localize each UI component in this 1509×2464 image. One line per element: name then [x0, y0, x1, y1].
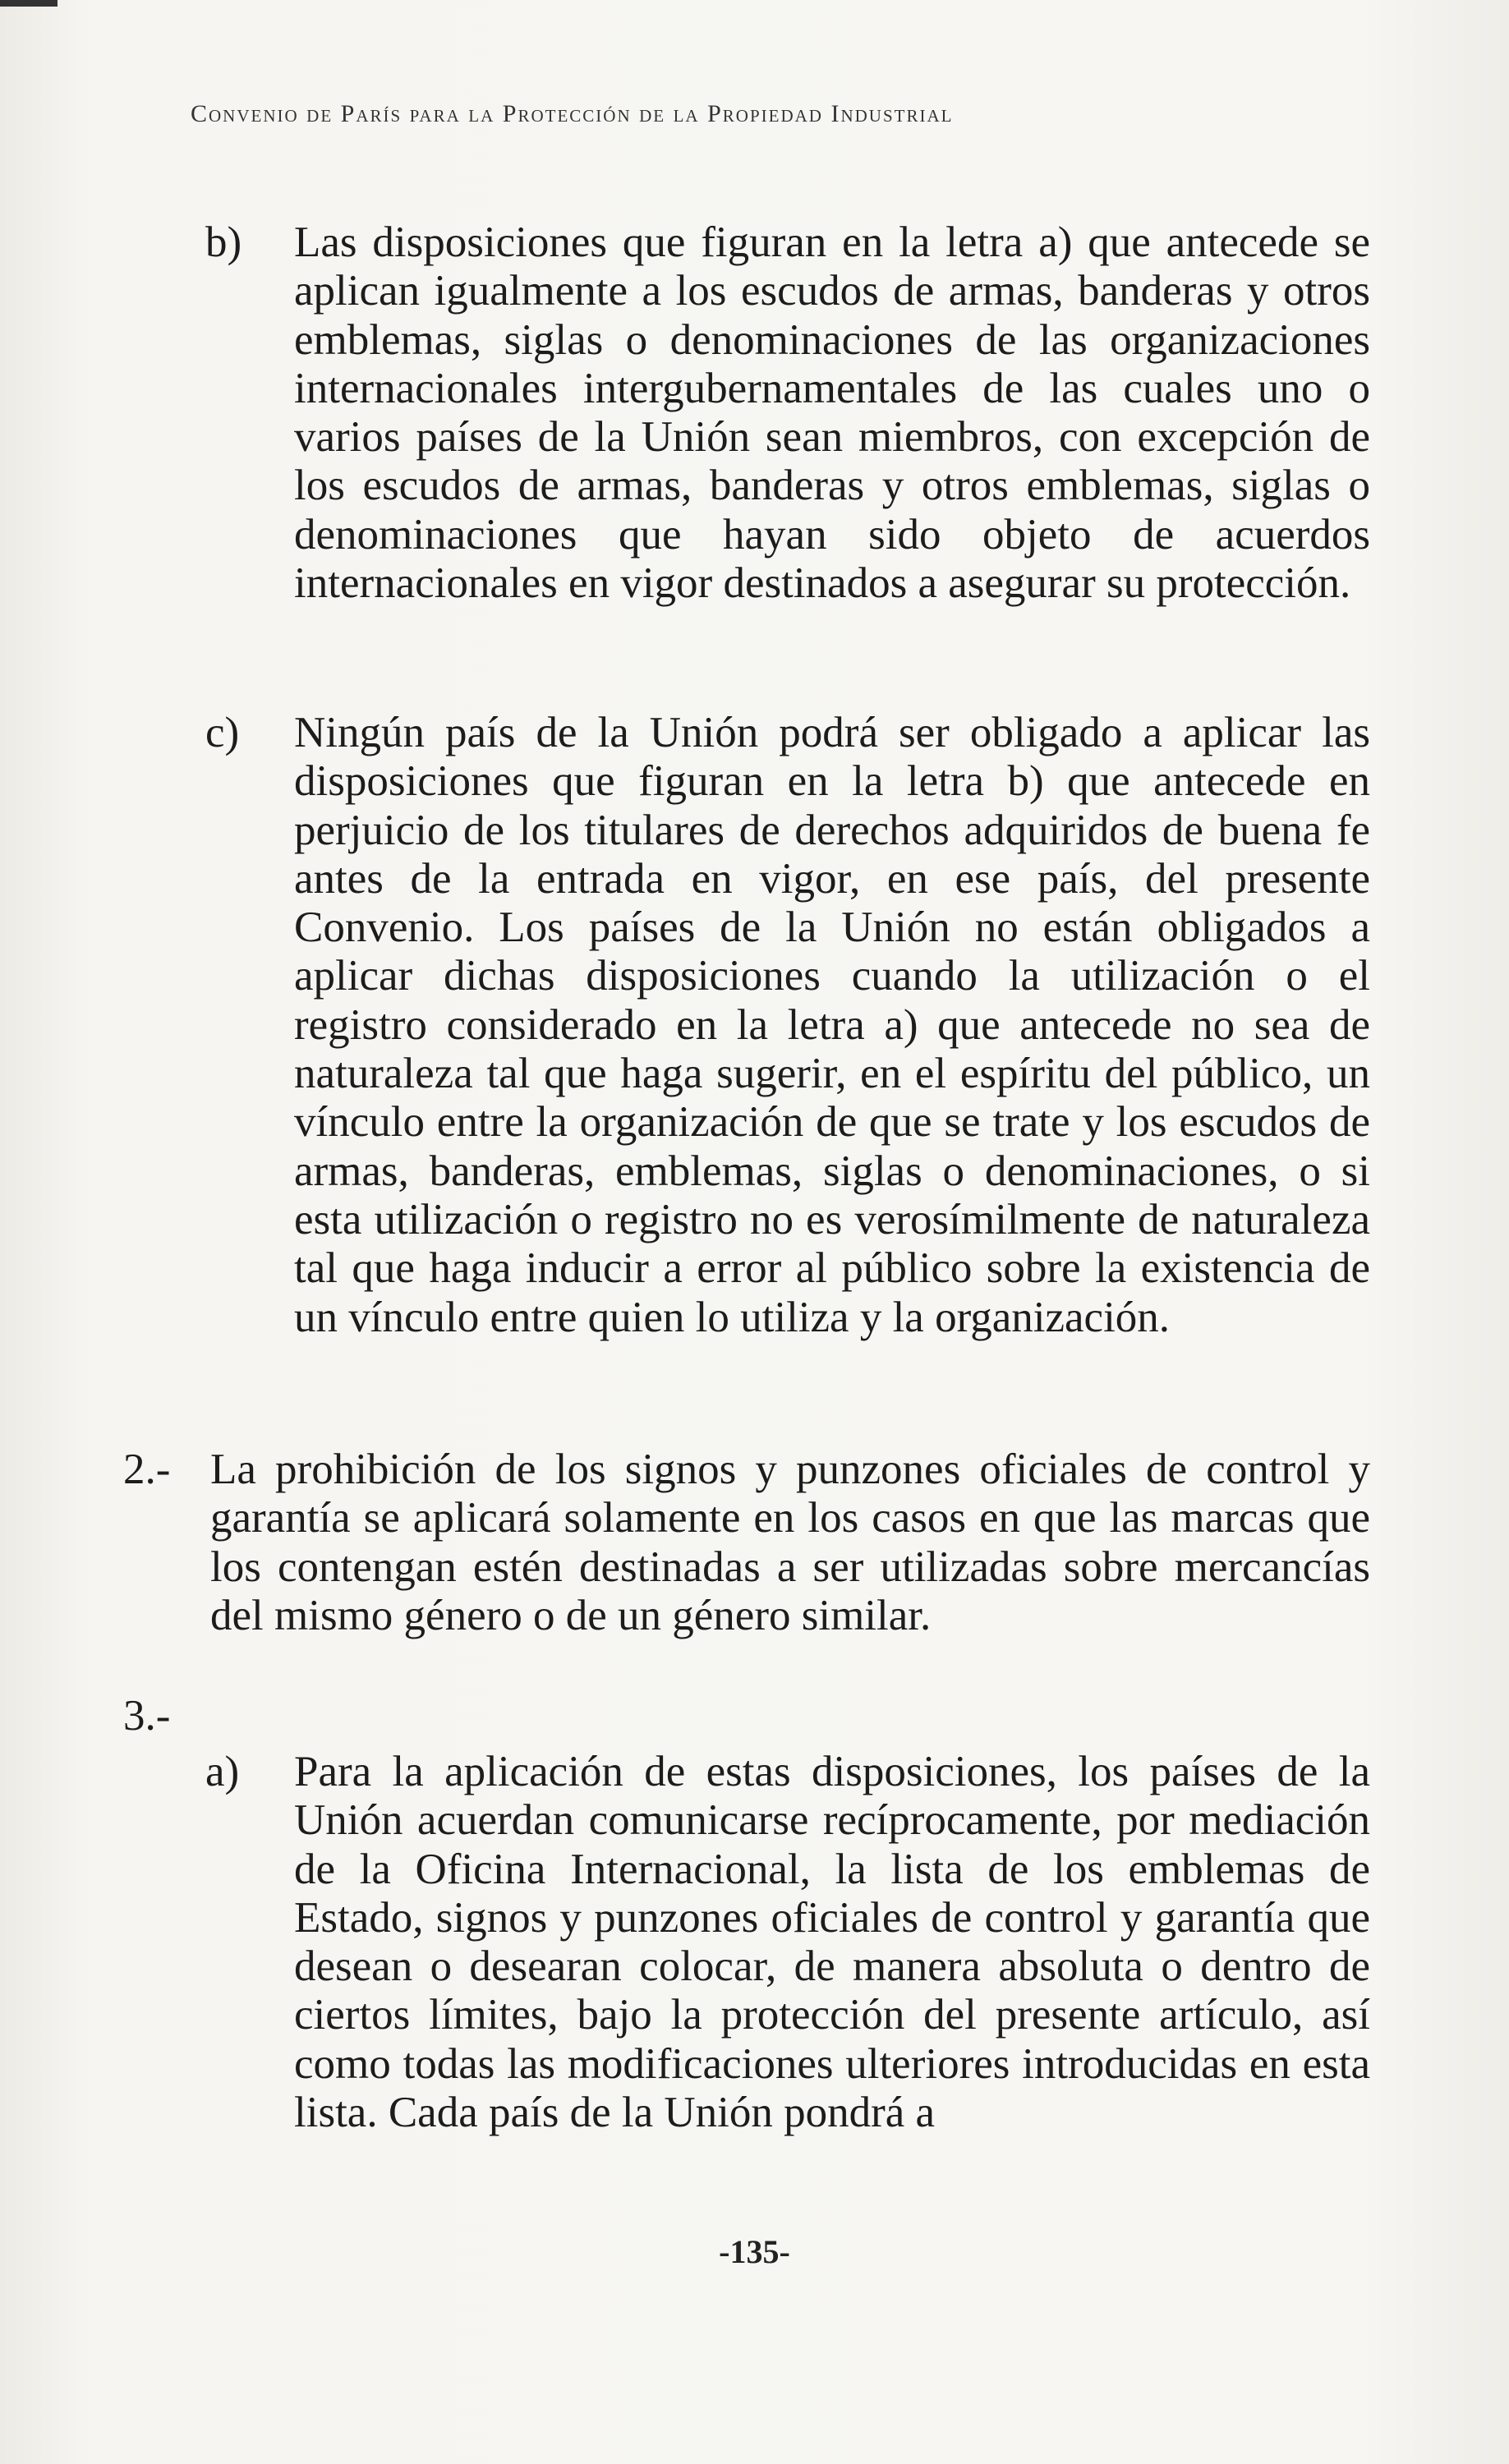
scan-edge-mark: [0, 0, 58, 7]
paragraph-b: Las disposiciones que figuran en la letra a) que antecede se aplican igualmente a los escudos de armas, banderas y otros emblemas, siglas o denominaciones de las organizaciones internacionales intergubernamentales de las cuales uno o varios países de la Unión sean miembros, con excepción de los escudos de armas, banderas y otros emblemas, siglas o denominaciones que hayan sido objeto de acuerdos internacionales en vigor destinados a asegurar su protección.: [294, 218, 1370, 608]
paragraph-a: Para la aplicación de estas disposiciones, los países de la Unión acuerdan comunicarse recíprocamente, por mediación de la Oficina Internacional, la lista de los emblemas de Estado, signos y punzones oficiales de control y garantía que desean o desearan colocar, de manera absoluta o dentro de ciertos límites, bajo la protección del presente artículo, así como todas las modificaciones ulteriores introducidas en esta lista. Cada país de la Unión pondrá a: [294, 1748, 1370, 2137]
paragraph-2: La prohibición de los signos y punzones oficiales de control y garantía se aplicará solamente en los casos en que las marcas que los contengan estén destinadas a ser utilizadas sobre mercancías del mismo género o de un género similar.: [210, 1446, 1370, 1639]
running-header: Convenio de París para la Protección de la Propiedad Industrial: [191, 100, 954, 127]
paragraph-c: Ningún país de la Unión podrá ser obligado a aplicar las disposiciones que figuran en la letra b) que antecede en perjuicio de los titulares de derechos adquiridos de buena fe antes de la entrada en vigor, en ese país, del presente Convenio. Los países de la Unión no están obligados a aplicar dichas disposiciones cuando la utilización o el registro considerado en la letra a) que antecede no sea de naturaleza tal que haga sugerir, en el espíritu del público, un vínculo entre la organización de que se trate y los escudos de armas, banderas, emblemas, siglas o denominaciones, o si esta utilización o registro no es verosímilmente de naturaleza tal que haga inducir a error al público sobre la existencia de un vínculo entre quien lo utiliza y la organización.: [294, 709, 1370, 1341]
item-label-2: 2.-: [123, 1446, 171, 1493]
item-label-3: 3.-: [123, 1692, 171, 1740]
page-number: -135-: [719, 2233, 790, 2270]
item-label-c: c): [205, 709, 240, 756]
item-label-b: b): [205, 218, 242, 266]
item-label-a: a): [205, 1748, 240, 1795]
